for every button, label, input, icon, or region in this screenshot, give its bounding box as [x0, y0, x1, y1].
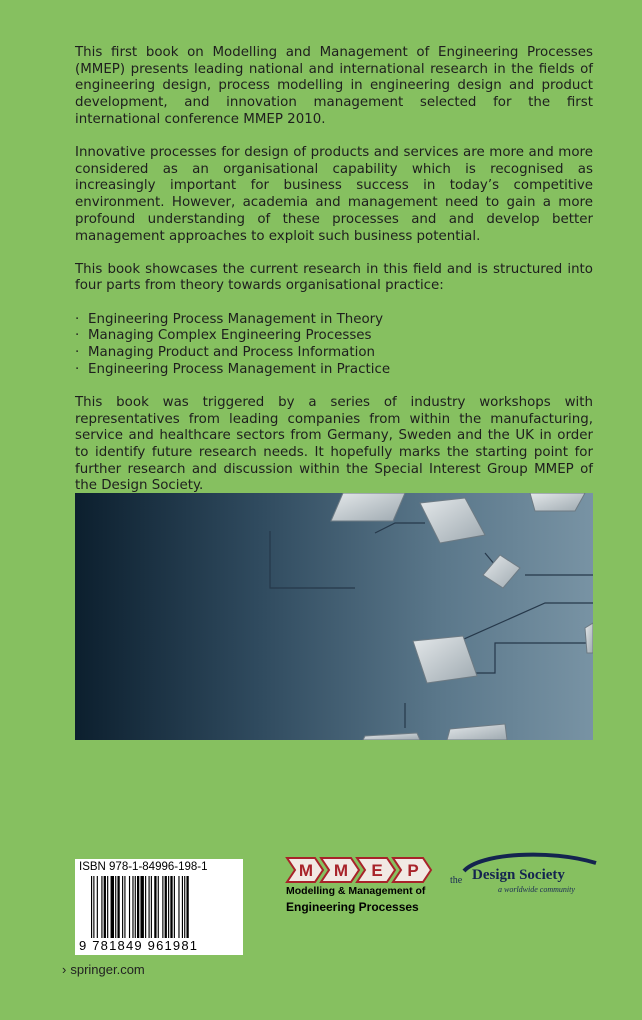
part-label: Engineering Process Management in Theory [88, 311, 384, 327]
process-diagram-art [75, 493, 593, 740]
mmep-letter: P [407, 861, 419, 880]
mmep-chevrons [285, 856, 435, 884]
mmep-subtitle-line2: Engineering Processes [286, 900, 419, 914]
parts-list [75, 312, 593, 379]
back-cover-text [75, 45, 593, 512]
barcode-bar [117, 876, 119, 938]
barcode-bar [170, 876, 172, 938]
barcode-bar [91, 876, 92, 938]
barcode-bar [145, 876, 146, 938]
diagram-box [530, 493, 585, 511]
barcode-bar [162, 876, 163, 938]
springer-url: springer.com [70, 962, 145, 977]
cover-image [75, 493, 593, 740]
barcode-bar [154, 876, 156, 938]
barcode-bar [178, 876, 179, 938]
barcode-bar [151, 876, 152, 938]
isbn-barcode-box [75, 859, 243, 955]
barcode-digits: 9 781849 961981 [79, 938, 199, 953]
mmep-letter: M [298, 861, 314, 880]
barcode [91, 876, 231, 938]
intro-paragraph: This first book on Modelling and Management of Engineering Processes (MMEP) presents leading national and international research in the fields of engineering design, process modelling in engineering design and product development, and innovation management selected for the first international conference MMEP 2010. [75, 45, 593, 127]
barcode-bar [101, 876, 102, 938]
barcode-bar [158, 876, 159, 938]
barcode-bar [174, 876, 175, 938]
list-item [75, 345, 593, 362]
bullet: · [75, 345, 80, 361]
barcode-bar [104, 876, 106, 938]
part-label: Managing Complex Engineering Processes [88, 328, 372, 344]
ds-prefix: the [450, 875, 463, 886]
barcode-bar [140, 876, 143, 938]
barcode-bar [122, 876, 123, 938]
barcode-bar [124, 876, 125, 938]
mmep-subtitle-line1: Modelling & Management of [286, 885, 426, 897]
barcode-bar [186, 876, 188, 938]
list-item [75, 328, 593, 345]
barcode-bar [135, 876, 136, 938]
springer-link[interactable] [62, 962, 145, 977]
barcode-bar [168, 876, 169, 938]
chevron-right-icon: › [62, 962, 67, 977]
barcode-bar [182, 876, 183, 938]
list-item [75, 362, 593, 379]
barcode-bar [184, 876, 185, 938]
isbn-label: ISBN 978-1-84996-198-1 [79, 861, 208, 873]
part-label: Engineering Process Management in Practice [88, 361, 391, 377]
ds-tagline: a worldwide community [498, 885, 575, 894]
bullet: · [75, 328, 80, 344]
design-society-logo [450, 851, 600, 901]
structure-paragraph: This book showcases the current research in this field and is structured into four parts from theory towards organisational practice: [75, 261, 593, 294]
barcode-bar [149, 876, 150, 938]
bullet: · [75, 361, 80, 377]
part-label: Managing Product and Process Information [88, 345, 376, 361]
mmep-letter: M [333, 861, 349, 880]
barcode-bar [97, 876, 98, 938]
barcode-bar [132, 876, 133, 938]
diagram-box [331, 493, 405, 521]
bullet: · [75, 311, 80, 327]
ds-name: Design Society [472, 867, 565, 883]
barcode-bar [129, 876, 130, 938]
barcode-bar [165, 876, 167, 938]
barcode-bar [93, 876, 94, 938]
closing-paragraph: This book was triggered by a series of industry workshops with representatives from leading companies from within the manufacturing, service and healthcare sectors from Germany, Sweden and the UK in order to identify future research needs. It hopefully marks the starting point for further research and discussion within the Special Interest Group MMEP of the Design Society. [75, 394, 593, 494]
barcode-bar [115, 876, 116, 938]
barcode-bar [111, 876, 114, 938]
barcode-bar [107, 876, 108, 938]
diagram-box [585, 623, 593, 653]
innovation-paragraph: Innovative processes for design of products and services are more and more considered as an organisational capability which is recognised as increasingly important for business success in today’s competitive environment. However, academia and management need to gain a more profound understanding of these processes and and develop better management approaches to exploit such business potential. [75, 145, 593, 244]
mmep-logo [285, 856, 435, 918]
mmep-letter: E [371, 861, 383, 880]
barcode-bar [137, 876, 139, 938]
list-item [75, 312, 593, 329]
